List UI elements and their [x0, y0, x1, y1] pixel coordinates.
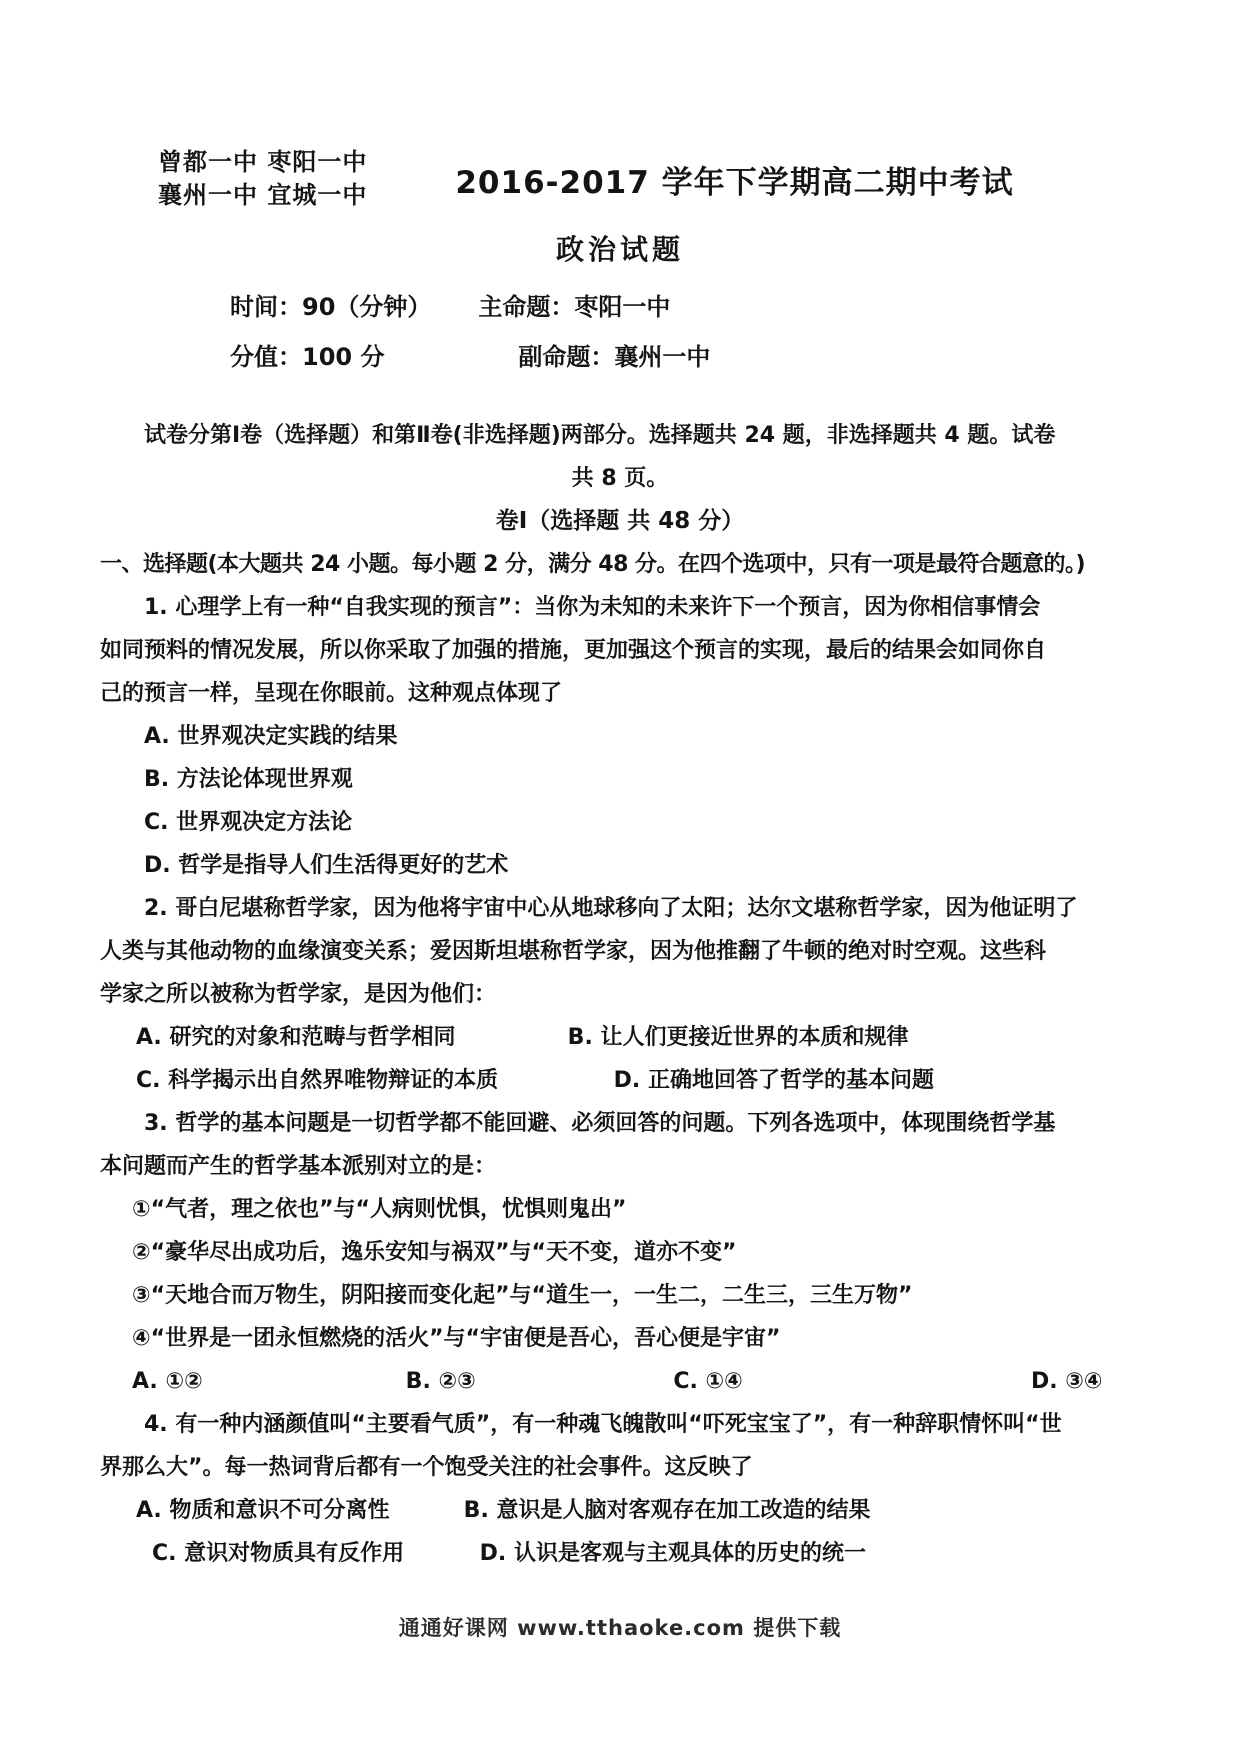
vice-setter-label: 副命题：襄州一中	[518, 343, 711, 371]
q3-item-3: ③“天地合而万物生，阴阳接而变化起”与“道生一，一生二，二生三，三生万物”	[132, 1283, 913, 1308]
q2-option-row-1	[100, 1016, 1140, 1059]
q2-stem-line-1: 2. 哥白尼堪称哲学家，因为他将宇宙中心从地球移向了太阳；达尔文堪称哲学家，因为他证明了	[144, 896, 1078, 921]
q1-option-a: A. 世界观决定实践的结果	[144, 724, 398, 749]
q1-stem-line-3: 己的预言一样，呈现在你眼前。这种观点体现了	[100, 681, 563, 706]
q2-stem-line-2: 人类与其他动物的血缘演变关系；爱因斯坦堪称哲学家，因为他推翻了牛顿的绝对时空观。这些科	[100, 939, 1047, 964]
q1-stem-line-1: 1. 心理学上有一种“自我实现的预言”：当你为未知的未来许下一个预言，因为你相信事情会	[144, 595, 1041, 620]
page-header	[158, 0, 1240, 212]
q3-stem-line-2: 本问题而产生的哲学基本派别对立的是：	[100, 1154, 497, 1179]
q1-option-c: C. 世界观决定方法论	[144, 810, 353, 835]
school-names-line2: 襄州一中 宜城一中	[158, 181, 368, 209]
q4-option-b: B. 意识是人脑对客观存在加工改造的结果	[463, 1498, 871, 1523]
q4-option-d: D. 认识是客观与主观具体的历史的统一	[479, 1541, 866, 1566]
q3-item-1: ①“气者，理之依也”与“人病则忧惧，忧惧则鬼出”	[132, 1197, 627, 1222]
q4-option-row-1	[100, 1489, 1140, 1532]
q2-option-b: B. 让人们更接近世界的本质和规律	[567, 1025, 909, 1050]
q2-stem-line-3: 学家之所以被称为哲学家，是因为他们：	[100, 982, 497, 1007]
time-label: 时间：90（分钟）	[230, 293, 432, 321]
info-row-time	[230, 282, 1240, 332]
part1-heading: 卷Ⅰ（选择题 共 48 分）	[495, 508, 745, 534]
q4-option-a: A. 物质和意识不可分离性	[136, 1498, 390, 1523]
exam-info	[230, 282, 1240, 382]
q3-item-2: ②“豪华尽出成功后，逸乐安知与祸双”与“天不变，道亦不变”	[132, 1240, 737, 1265]
main-setter-label: 主命题：枣阳一中	[478, 293, 671, 321]
info-row-score	[230, 332, 1240, 382]
subject-title: 政治试题	[555, 233, 684, 266]
q2-option-d: D. 正确地回答了哲学的基本问题	[613, 1068, 934, 1093]
q3-answer-c: C. ①④	[673, 1369, 743, 1394]
score-label: 分值：100 分	[230, 343, 385, 371]
exam-body	[100, 414, 1140, 1575]
intro-line-1: 试卷分第Ⅰ卷（选择题）和第Ⅱ卷(非选择题)两部分。选择题共 24 题，非选择题共 4 题。试卷	[144, 423, 1056, 448]
q3-answer-b: B. ②③	[405, 1369, 476, 1394]
section1-heading: 一、选择题(本大题共 24 小题。每小题 2 分，满分 48 分。在四个选项中，只有一项是最符合题意的。)	[100, 552, 1086, 577]
watermark-footer: 通通好课网 www.tthaoke.com 提供下载	[398, 1616, 842, 1640]
q2-option-row-2	[100, 1059, 1140, 1102]
q3-answer-a: A. ①②	[132, 1369, 203, 1394]
q3-answer-row	[100, 1360, 1140, 1403]
q4-stem-line-2: 界那么大”。每一热词背后都有一个饱受关注的社会事件。这反映了	[100, 1455, 753, 1480]
q2-option-a: A. 研究的对象和范畴与哲学相同	[136, 1025, 456, 1050]
school-names	[158, 146, 367, 212]
intro-line-2: 共 8 页。	[571, 466, 669, 491]
q3-stem-line-1: 3. 哲学的基本问题是一切哲学都不能回避、必须回答的问题。下列各选项中，体现围绕哲学基	[144, 1111, 1056, 1136]
exam-title: 2016-2017 学年下学期高二期中考试	[455, 164, 1014, 201]
q2-option-c: C. 科学揭示出自然界唯物辩证的本质	[136, 1068, 499, 1093]
q1-option-d: D. 哲学是指导人们生活得更好的艺术	[144, 853, 509, 878]
school-names-line1: 曾都一中 枣阳一中	[158, 148, 368, 176]
q3-item-4: ④“世界是一团永恒燃烧的活火”与“宇宙便是吾心，吾心便是宇宙”	[132, 1326, 781, 1351]
q3-answer-d: D. ③④	[1031, 1369, 1103, 1394]
q4-option-row-2	[100, 1532, 1140, 1575]
q4-option-c: C. 意识对物质具有反作用	[152, 1541, 405, 1566]
q1-option-b: B. 方法论体现世界观	[144, 767, 353, 792]
q1-stem-line-2: 如同预料的情况发展，所以你采取了加强的措施，更加强这个预言的实现，最后的结果会如同你自	[100, 638, 1047, 663]
q4-stem-line-1: 4. 有一种内涵颜值叫“主要看气质”，有一种魂飞魄散叫“吓死宝宝了”，有一种辞职情怀叫“世	[144, 1412, 1062, 1437]
